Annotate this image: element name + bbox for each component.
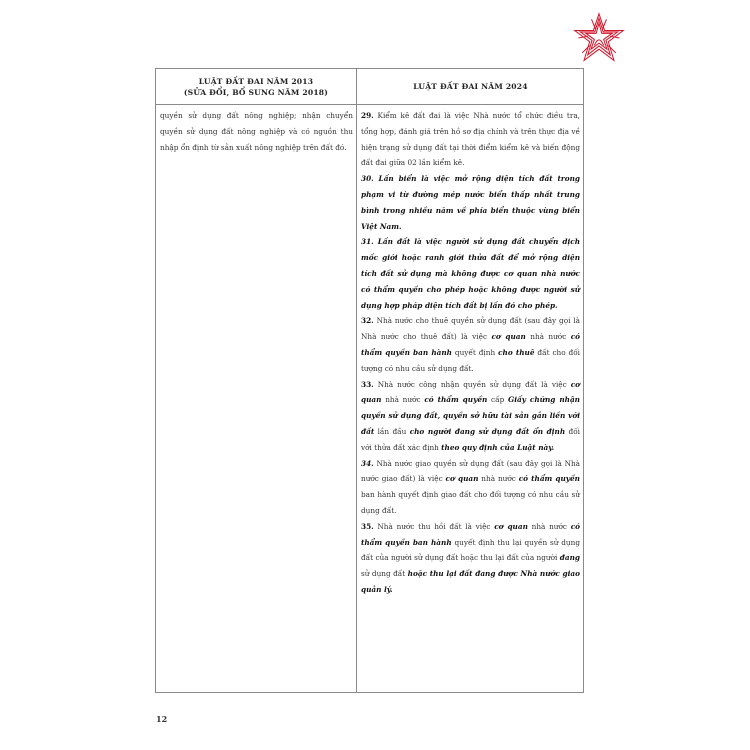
red-star-emblem-icon (570, 10, 628, 66)
clause-35: 35. Nhà nước thu hồi đất là việc cơ quan nhà nước có thẩm quyền ban hành quyết định thu lại quyền sử dụng đất của người sử dụng đất hoặc thu lại đất của người đang sử dụng đất hoặc thu lại đất đang được Nhà nước giao quản lý. (361, 521, 581, 594)
clause-34: 34. Nhà nước giao quyền sử dụng đất (sau đây gọi là Nhà nước giao đất) là việc cơ quan nhà nước có thẩm quyền ban hành quyết định giao đất cho đối tượng có nhu cầu sử dụng đất. (361, 458, 580, 515)
cell-law-2013: quyền sử dụng đất nông nghiệp; nhận chuyển quyền sử dụng đất nông nghiệp và có nguồn thu nhập ổn định từ sản xuất nông nghiệp trên đất đó. (160, 111, 353, 152)
column-divider (356, 69, 357, 692)
clause-29: 29. Kiểm kê đất đai là việc Nhà nước tổ chức điều tra, tổng hợp, đánh giá trên hồ sơ địa chính và trên thực địa về hiện trạng sử dụng đất tại thời điểm kiểm kê và biến động đất đai giữa 02 lần kiểm kê. (361, 111, 580, 168)
clause-32: 32. Nhà nước cho thuê quyền sử dụng đất (sau đây gọi là Nhà nước cho thuê đất) là việc cơ quan nhà nước có thẩm quyền ban hành quyết định cho thuê đất cho đối tượng có nhu cầu sử dụng đất. (361, 316, 581, 373)
clause-31: 31. Lấn đất là việc người sử dụng đất chuyển dịch mốc giới hoặc ranh giới thửa đất để mở rộng diện tích đất sử dụng mà không được cơ quan nhà nước có thẩm quyền cho phép hoặc không được người sử dụng hợp pháp diện tích đất bị lấn đó cho phép. (361, 237, 580, 310)
comparison-table (155, 68, 584, 693)
table-header-row (156, 69, 583, 105)
cell-law-2024 (361, 108, 580, 598)
page-number: 12 (156, 714, 168, 724)
clause-33: 33. Nhà nước công nhận quyền sử dụng đất là việc cơ quan nhà nước có thẩm quyền cấp Giấy chứng nhận quyền sử dụng đất, quyền sở hữu tài sản gắn liền với đất lần đầu cho người đang sử dụng đất ổn định đối với thửa đất xác định theo quy định của Luật này. (361, 379, 581, 452)
clause-30: 30. Lấn biển là việc mở rộng diện tích đất trong phạm vi từ đường mép nước biển thấp nhất trung bình trong nhiều năm về phía biển thuộc vùng biển Việt Nam. (361, 174, 580, 231)
header-law-2013: LUẬT ĐẤT ĐAI NĂM 2013 (SỬA ĐỔI, BỔ SUNG NĂM 2018) (183, 76, 329, 97)
header-law-2024: LUẬT ĐẤT ĐAI NĂM 2024 (413, 82, 528, 91)
